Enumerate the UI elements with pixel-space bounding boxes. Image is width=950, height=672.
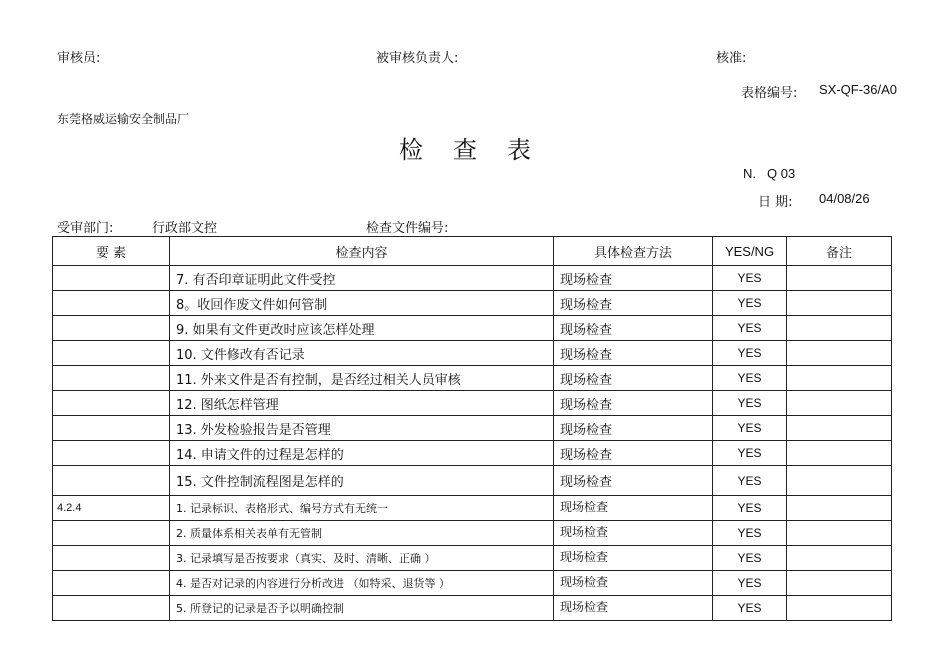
element-cell <box>53 416 170 441</box>
form-number-label: N. <box>743 166 756 181</box>
content-cell: 1. 记录标识、表格形式、编号方式有无统一 <box>170 496 554 521</box>
table-row <box>53 596 892 621</box>
element-cell <box>53 391 170 416</box>
table-row <box>53 366 892 391</box>
content-cell: 14. 申请文件的过程是怎样的 <box>170 441 554 466</box>
method-cell: 现场检查 <box>554 416 713 441</box>
column-header-result: YES/NG <box>713 237 787 266</box>
content-cell: 2. 质量体系相关表单有无管制 <box>170 521 554 546</box>
column-header-method: 具体检查方法 <box>554 237 713 266</box>
table-row <box>53 341 892 366</box>
result-cell: YES <box>713 341 787 366</box>
table-header-row <box>53 237 892 266</box>
element-cell <box>53 596 170 621</box>
content-cell: 11. 外来文件是否有控制，是否经过相关人员审核 <box>170 366 554 391</box>
result-cell: YES <box>713 571 787 596</box>
element-cell <box>53 316 170 341</box>
result-cell: YES <box>713 521 787 546</box>
method-cell: 现场检查 <box>554 521 713 546</box>
note-cell <box>787 521 892 546</box>
result-cell: YES <box>713 596 787 621</box>
method-cell: 现场检查 <box>554 441 713 466</box>
page-title: 检查表 <box>399 136 561 164</box>
content-cell: 4. 是否对记录的内容进行分析改进 （如特采、退货等 ） <box>170 571 554 596</box>
method-cell: 现场检查 <box>554 341 713 366</box>
method-cell: 现场检查 <box>554 596 713 621</box>
note-cell <box>787 571 892 596</box>
method-cell: 现场检查 <box>554 366 713 391</box>
content-cell: 3. 记录填写是否按要求（真实、及时、清晰、正确 ） <box>170 546 554 571</box>
content-cell: 9. 如果有文件更改时应该怎样处理 <box>170 316 554 341</box>
note-cell <box>787 596 892 621</box>
element-cell <box>53 466 170 496</box>
table-row <box>53 441 892 466</box>
table-row <box>53 391 892 416</box>
note-cell <box>787 291 892 316</box>
table-row <box>53 291 892 316</box>
result-cell: YES <box>713 266 787 291</box>
method-cell: 现场检查 <box>554 291 713 316</box>
date-value: 04/08/26 <box>819 191 870 206</box>
method-cell: 现场检查 <box>554 546 713 571</box>
result-cell: YES <box>713 496 787 521</box>
department-label: 受审部门: <box>57 221 114 236</box>
form-number-value: Q 03 <box>767 166 796 181</box>
table-row <box>53 316 892 341</box>
document-number-label: 检查文件编号: <box>366 221 449 236</box>
result-cell: YES <box>713 316 787 341</box>
column-header-element: 要 素 <box>53 237 170 266</box>
method-cell: 现场检查 <box>554 466 713 496</box>
method-cell: 现场检查 <box>554 571 713 596</box>
result-cell: YES <box>713 546 787 571</box>
result-cell: YES <box>713 416 787 441</box>
note-cell <box>787 441 892 466</box>
result-cell: YES <box>713 391 787 416</box>
element-cell <box>53 546 170 571</box>
note-cell <box>787 316 892 341</box>
element-cell <box>53 266 170 291</box>
result-cell: YES <box>713 466 787 496</box>
method-cell: 现场检查 <box>554 496 713 521</box>
column-header-note: 备注 <box>787 237 892 266</box>
approver-label: 核准: <box>716 51 747 66</box>
content-cell: 15. 文件控制流程图是怎样的 <box>170 466 554 496</box>
method-cell: 现场检查 <box>554 391 713 416</box>
content-cell: 8。收回作废文件如何管制 <box>170 291 554 316</box>
content-cell: 7. 有否印章证明此文件受控 <box>170 266 554 291</box>
note-cell <box>787 341 892 366</box>
date-label: 日 期: <box>758 195 793 210</box>
table-row <box>53 496 892 521</box>
method-cell: 现场检查 <box>554 316 713 341</box>
element-cell <box>53 291 170 316</box>
content-cell: 10. 文件修改有否记录 <box>170 341 554 366</box>
table-row <box>53 416 892 441</box>
table-row <box>53 466 892 496</box>
element-cell <box>53 341 170 366</box>
note-cell <box>787 266 892 291</box>
result-cell: YES <box>713 291 787 316</box>
element-cell: 4.2.4 <box>53 496 170 521</box>
note-cell <box>787 496 892 521</box>
table-row <box>53 546 892 571</box>
content-cell: 5. 所登记的记录是否予以明确控制 <box>170 596 554 621</box>
content-cell: 12. 图纸怎样管理 <box>170 391 554 416</box>
company-name: 东莞格威运输安全制品厂 <box>57 112 190 126</box>
auditee-label: 被审核负责人: <box>376 51 459 66</box>
table-row <box>53 571 892 596</box>
note-cell <box>787 466 892 496</box>
column-header-content: 检查内容 <box>170 237 554 266</box>
element-cell <box>53 441 170 466</box>
note-cell <box>787 391 892 416</box>
checklist-table <box>52 236 892 621</box>
result-cell: YES <box>713 366 787 391</box>
form-code-label: 表格编号: <box>741 86 798 101</box>
auditor-label: 审核员: <box>57 51 101 66</box>
note-cell <box>787 416 892 441</box>
table-row <box>53 521 892 546</box>
element-cell <box>53 571 170 596</box>
note-cell <box>787 366 892 391</box>
element-cell <box>53 366 170 391</box>
note-cell <box>787 546 892 571</box>
department-value: 行政部文控 <box>152 221 218 236</box>
content-cell: 13. 外发检验报告是否管理 <box>170 416 554 441</box>
result-cell: YES <box>713 441 787 466</box>
method-cell: 现场检查 <box>554 266 713 291</box>
table-row <box>53 266 892 291</box>
element-cell <box>53 521 170 546</box>
form-code-value: SX-QF-36/A0 <box>819 82 898 97</box>
